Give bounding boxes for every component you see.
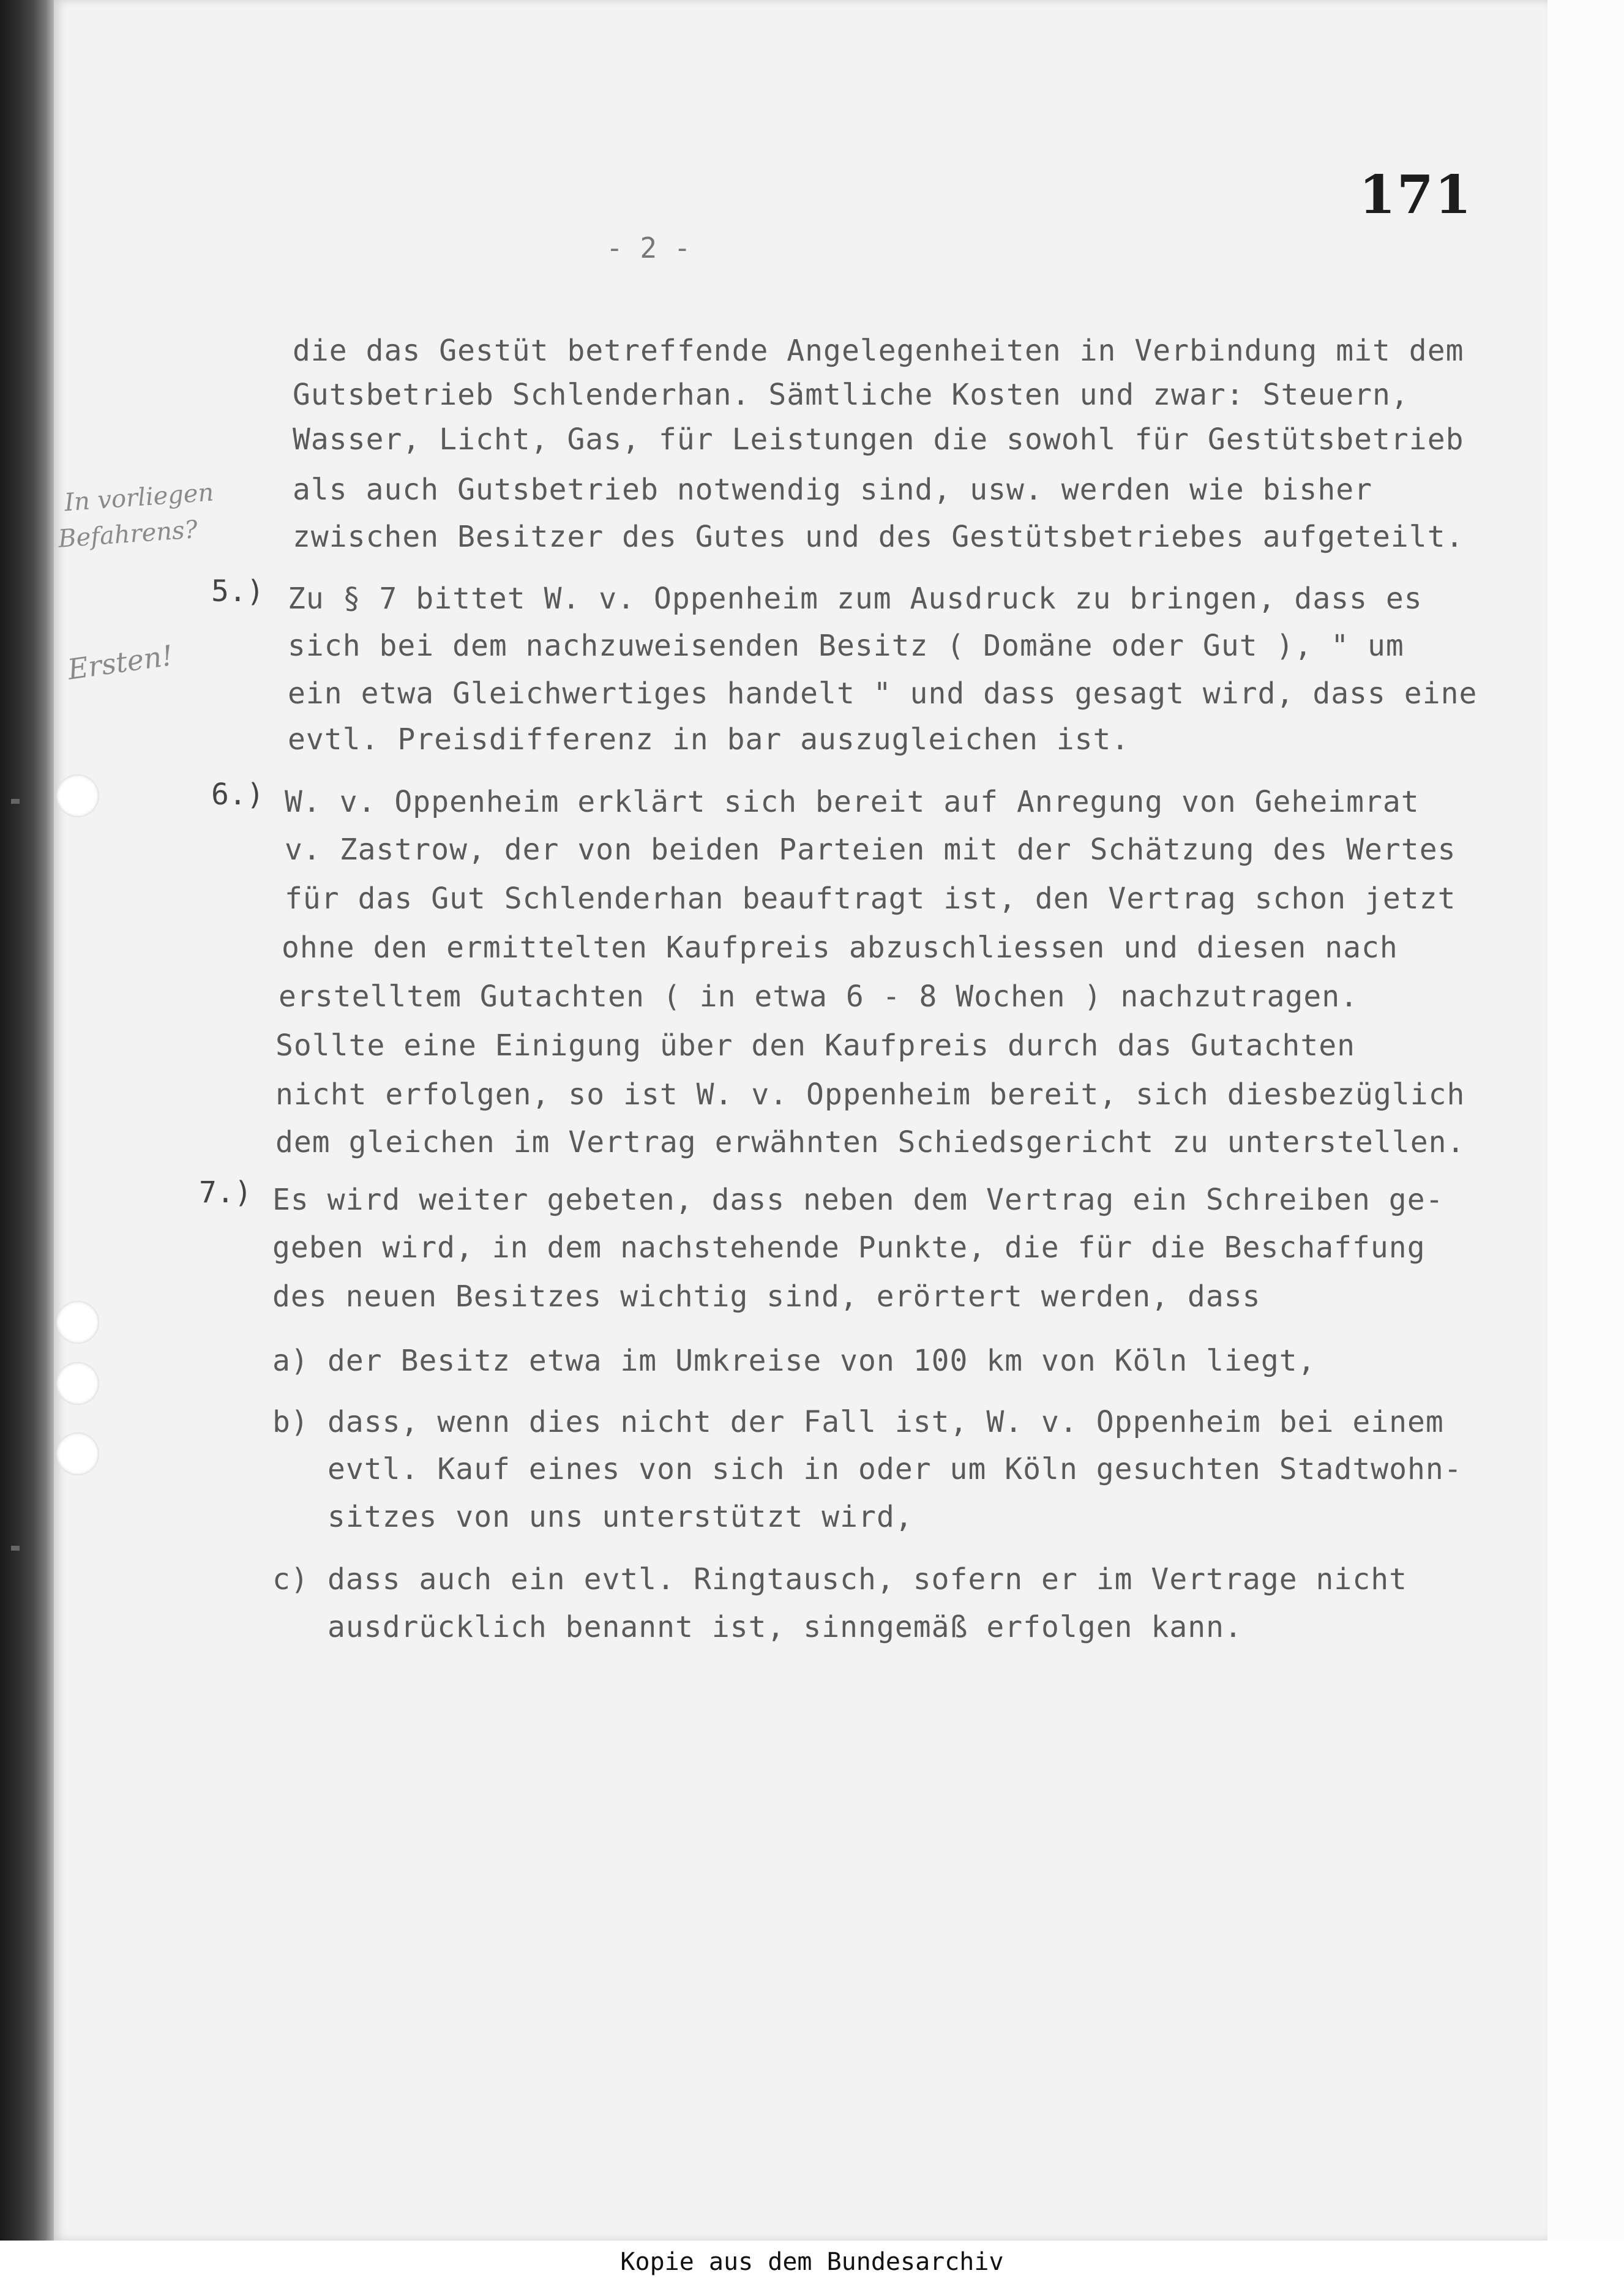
item-number: 7.) (199, 1175, 252, 1210)
item-number: 6.) (211, 777, 264, 812)
sub-item-label: c) (272, 1562, 309, 1597)
sub-item-b-line: dass, wenn dies nicht der Fall ist, W. v. Oppenheim bei einem (327, 1405, 1444, 1439)
item-5-line: sich bei dem nachzuweisenden Besitz ( Domäne oder Gut ), " um (288, 629, 1404, 663)
sub-item-c-line: ausdrücklich benannt ist, sinngemäß erfolgen kann. (327, 1610, 1243, 1644)
item-6-line: ohne den ermittelten Kaufpreis abzuschliessen und diesen nach (282, 930, 1398, 965)
item-7-line: Es wird weiter gebeten, dass neben dem Vertrag ein Schreiben ge- (272, 1183, 1444, 1217)
item-5-line: Zu § 7 bittet W. v. Oppenheim zum Ausdruck zu bringen, dass es (288, 582, 1423, 616)
margin-note-1-line-1: In vorliegen (63, 478, 215, 517)
binder-tick (11, 1546, 20, 1551)
body-line: Gutsbetrieb Schlenderhan. Sämtliche Kosten und zwar: Steuern, (293, 378, 1409, 412)
body-line: als auch Gutsbetrieb notwendig sind, usw. werden wie bisher (293, 473, 1373, 507)
punch-hole (56, 1432, 99, 1475)
item-7-line: des neuen Besitzes wichtig sind, erörtert werden, dass (272, 1279, 1261, 1314)
item-5-line: evtl. Preisdifferenz in bar auszugleichen ist. (288, 722, 1130, 757)
binder-tick (11, 799, 20, 804)
body-line: zwischen Besitzer des Gutes und des Gestütsbetriebes aufgeteilt. (293, 520, 1464, 554)
body-line: Wasser, Licht, Gas, für Leistungen die sowohl für Gestütsbetrieb (293, 422, 1464, 457)
item-6-line: W. v. Oppenheim erklärt sich bereit auf Anregung von Geheimrat (285, 785, 1420, 819)
item-6-line: Sollte eine Einigung über den Kaufpreis durch das Gutachten (275, 1028, 1356, 1063)
sub-item-label: a) (272, 1344, 309, 1378)
item-number: 5.) (211, 574, 264, 608)
sub-item-b-line: evtl. Kauf eines von sich in oder um Köln gesuchten Stadtwohn- (327, 1452, 1462, 1486)
item-5-line: ein etwa Gleichwertiges handelt " und dass gesagt wird, dass eine (288, 676, 1478, 711)
item-7-line: geben wird, in dem nachstehende Punkte, die für die Beschaffung (272, 1230, 1426, 1265)
item-6-line: nicht erfolgen, so ist W. v. Oppenheim bereit, sich diesbezüglich (275, 1077, 1465, 1112)
sub-item-b-line: sitzes von uns unterstützt wird, (327, 1500, 913, 1534)
sub-item-c-line: dass auch ein evtl. Ringtausch, sofern er im Vertrage nicht (327, 1562, 1408, 1597)
sub-item-a-line: der Besitz etwa im Umkreise von 100 km von Köln liegt, (327, 1344, 1316, 1378)
margin-note-1-line-2: Befahrens? (57, 515, 199, 553)
page-header-number: - 2 - (606, 231, 691, 264)
punch-hole (56, 1362, 99, 1405)
item-6-line: für das Gut Schlenderhan beauftragt ist, den Vertrag schon jetzt (285, 882, 1456, 916)
item-6-line: dem gleichen im Vertrag erwähnten Schiedsgericht zu unterstellen. (275, 1125, 1465, 1159)
archive-footer (0, 2241, 1624, 2284)
body-line: die das Gestüt betreffende Angelegenheiten in Verbindung mit dem (293, 334, 1464, 368)
sub-item-label: b) (272, 1405, 309, 1439)
punch-hole (56, 1301, 99, 1344)
margin-note-2: Ersten! (65, 638, 175, 686)
item-6-line: v. Zastrow, der von beiden Parteien mit der Schätzung des Wertes (285, 833, 1456, 867)
punch-hole (56, 774, 99, 817)
archive-footer-text: Kopie aus dem Bundesarchiv (620, 2248, 1004, 2276)
archive-page-number: 171 (1359, 164, 1473, 226)
item-6-line: erstelltem Gutachten ( in etwa 6 - 8 Wochen ) nachzutragen. (279, 979, 1359, 1014)
binder-edge (0, 0, 55, 2284)
